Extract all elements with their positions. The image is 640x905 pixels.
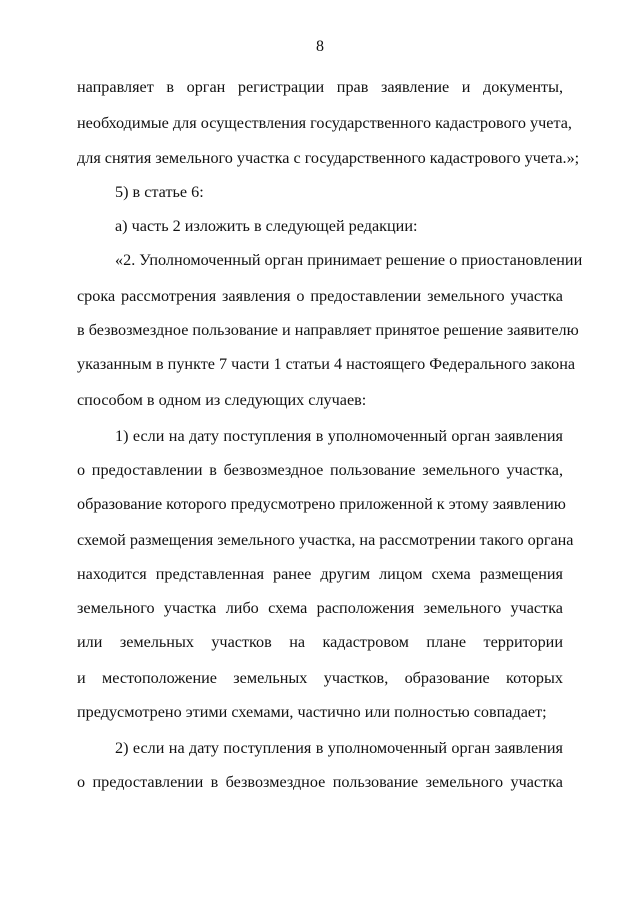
text-line: а) часть 2 изложить в следующей редакции: — [115, 217, 418, 235]
text-line: способом в одном из следующих случаев: — [77, 391, 367, 409]
text-line: 2) если на дату поступления в уполномоченный орган заявления — [115, 739, 563, 757]
text-line: «2. Уполномоченный орган принимает решение о приостановлении — [115, 251, 583, 269]
text-line: или земельных участков на кадастровом плане территории — [77, 633, 563, 651]
text-line: срока рассмотрения заявления о предоставлении земельного участка — [77, 287, 563, 305]
text-line: о предоставлении в безвозмездное пользование земельного участка — [77, 773, 563, 791]
page-number: 8 — [316, 38, 324, 55]
text-line: необходимые для осуществления государственного кадастрового учета, — [77, 114, 572, 132]
text-line: указанным в пункте 7 части 1 статьи 4 настоящего Федерального закона — [77, 355, 576, 373]
text-line: для снятия земельного участка с государственного кадастрового учета.»; — [77, 149, 580, 167]
text-line: земельного участка либо схема расположения земельного участка — [77, 599, 563, 617]
text-line: предусмотрено этими схемами, частично или полностью совпадает; — [77, 703, 547, 721]
text-line: 5) в статье 6: — [115, 183, 204, 201]
text-line: схемой размещения земельного участка, на рассмотрении такого органа — [77, 531, 574, 549]
text-line: направляет в орган регистрации прав заявление и документы, — [77, 78, 563, 96]
text-line: 1) если на дату поступления в уполномоченный орган заявления — [115, 427, 563, 445]
text-line: в безвозмездное пользование и направляет принятое решение заявителю — [77, 321, 579, 339]
text-line: образование которого предусмотрено приложенной к этому заявлению — [77, 495, 566, 513]
text-line: и местоположение земельных участков, образование которых — [77, 669, 563, 687]
text-line: находится представленная ранее другим лицом схема размещения — [77, 565, 563, 583]
text-line: о предоставлении в безвозмездное пользование земельного участка, — [77, 461, 563, 479]
